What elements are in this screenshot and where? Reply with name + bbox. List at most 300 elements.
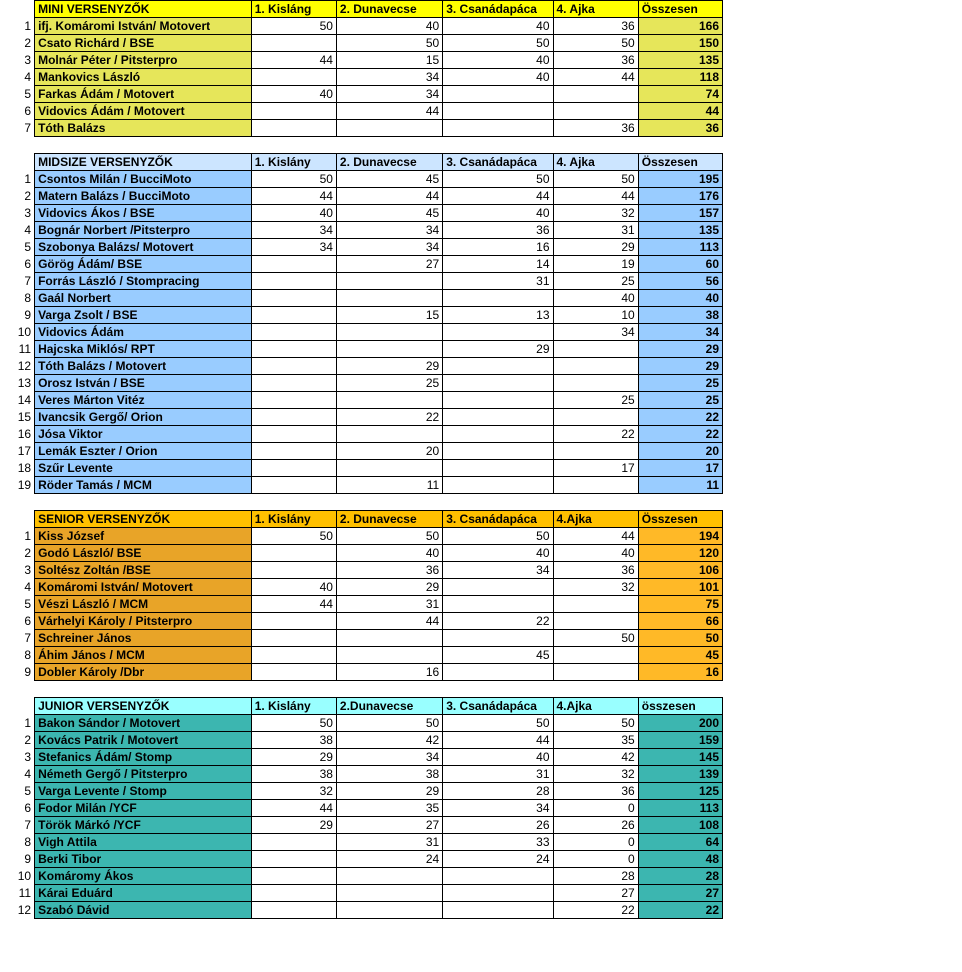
points-cell[interactable] xyxy=(443,579,553,596)
points-cell[interactable]: 40 xyxy=(553,545,638,562)
points-cell[interactable] xyxy=(251,630,336,647)
points-cell[interactable]: 50 xyxy=(443,171,553,188)
points-cell[interactable] xyxy=(336,868,442,885)
total-cell[interactable]: 29 xyxy=(638,358,722,375)
racer-name-cell[interactable]: Jósa Viktor xyxy=(35,426,252,443)
racer-name-cell[interactable]: Hajcska Miklós/ RPT xyxy=(35,341,252,358)
racer-name-cell[interactable]: Áhim János / MCM xyxy=(35,647,252,664)
points-cell[interactable]: 31 xyxy=(336,596,442,613)
racer-name-cell[interactable]: ifj. Komáromi István/ Motovert xyxy=(35,18,252,35)
points-cell[interactable] xyxy=(553,86,638,103)
points-cell[interactable]: 31 xyxy=(443,273,553,290)
total-cell[interactable]: 118 xyxy=(638,69,722,86)
points-cell[interactable] xyxy=(443,596,553,613)
points-cell[interactable] xyxy=(251,103,336,120)
total-cell[interactable]: 25 xyxy=(638,375,722,392)
racer-name-cell[interactable]: Molnár Péter / Pitsterpro xyxy=(35,52,252,69)
rank-cell[interactable]: 10 xyxy=(0,868,35,885)
total-cell[interactable]: 22 xyxy=(638,902,722,919)
points-cell[interactable]: 44 xyxy=(251,800,336,817)
total-cell[interactable]: 40 xyxy=(638,290,722,307)
points-cell[interactable] xyxy=(251,324,336,341)
total-cell[interactable]: 135 xyxy=(638,222,722,239)
points-cell[interactable]: 38 xyxy=(336,766,442,783)
points-cell[interactable] xyxy=(553,477,638,494)
total-cell[interactable]: 113 xyxy=(638,800,722,817)
total-header[interactable]: Összesen xyxy=(638,511,722,528)
points-cell[interactable]: 40 xyxy=(443,545,553,562)
points-cell[interactable]: 40 xyxy=(251,86,336,103)
points-cell[interactable]: 33 xyxy=(443,834,553,851)
points-cell[interactable]: 44 xyxy=(251,188,336,205)
points-cell[interactable]: 50 xyxy=(553,35,638,52)
points-cell[interactable]: 44 xyxy=(553,528,638,545)
points-cell[interactable] xyxy=(251,426,336,443)
total-cell[interactable]: 34 xyxy=(638,324,722,341)
points-cell[interactable] xyxy=(443,358,553,375)
points-cell[interactable]: 50 xyxy=(336,35,442,52)
points-cell[interactable] xyxy=(443,103,553,120)
rank-cell[interactable]: 19 xyxy=(0,477,35,494)
points-cell[interactable] xyxy=(336,290,442,307)
points-cell[interactable]: 29 xyxy=(336,358,442,375)
racer-name-cell[interactable]: Soltész Zoltán /BSE xyxy=(35,562,252,579)
points-cell[interactable] xyxy=(443,375,553,392)
points-cell[interactable]: 36 xyxy=(553,18,638,35)
points-cell[interactable] xyxy=(336,647,442,664)
total-cell[interactable]: 166 xyxy=(638,18,722,35)
racer-name-cell[interactable]: Németh Gergő / Pitsterpro xyxy=(35,766,252,783)
points-cell[interactable] xyxy=(553,103,638,120)
points-cell[interactable]: 45 xyxy=(336,205,442,222)
points-cell[interactable] xyxy=(336,460,442,477)
points-cell[interactable]: 34 xyxy=(336,749,442,766)
total-cell[interactable]: 125 xyxy=(638,783,722,800)
points-cell[interactable]: 27 xyxy=(553,885,638,902)
points-cell[interactable] xyxy=(251,375,336,392)
points-cell[interactable]: 50 xyxy=(553,715,638,732)
race-header[interactable]: 1. Kislány xyxy=(251,511,336,528)
points-cell[interactable]: 44 xyxy=(553,69,638,86)
total-cell[interactable]: 101 xyxy=(638,579,722,596)
points-cell[interactable]: 17 xyxy=(553,460,638,477)
points-cell[interactable] xyxy=(251,120,336,137)
points-cell[interactable] xyxy=(443,885,553,902)
rank-cell[interactable]: 5 xyxy=(0,239,35,256)
total-cell[interactable]: 120 xyxy=(638,545,722,562)
rank-cell[interactable]: 7 xyxy=(0,817,35,834)
race-header[interactable]: 3. Csanádapáca xyxy=(443,1,553,18)
points-cell[interactable]: 10 xyxy=(553,307,638,324)
rank-cell[interactable]: 5 xyxy=(0,596,35,613)
points-cell[interactable]: 40 xyxy=(443,749,553,766)
points-cell[interactable] xyxy=(251,664,336,681)
racer-name-cell[interactable]: Berki Tibor xyxy=(35,851,252,868)
points-cell[interactable]: 34 xyxy=(336,86,442,103)
total-cell[interactable]: 108 xyxy=(638,817,722,834)
rank-cell[interactable]: 15 xyxy=(0,409,35,426)
rank-cell[interactable]: 17 xyxy=(0,443,35,460)
points-cell[interactable]: 34 xyxy=(251,222,336,239)
racer-name-cell[interactable]: Farkas Ádám / Motovert xyxy=(35,86,252,103)
points-cell[interactable]: 44 xyxy=(553,188,638,205)
total-cell[interactable]: 75 xyxy=(638,596,722,613)
rank-cell[interactable]: 3 xyxy=(0,205,35,222)
total-cell[interactable]: 44 xyxy=(638,103,722,120)
rank-header-cell[interactable] xyxy=(0,511,35,528)
points-cell[interactable]: 25 xyxy=(336,375,442,392)
points-cell[interactable] xyxy=(553,375,638,392)
race-header[interactable]: 3. Csanádapáca xyxy=(443,511,553,528)
points-cell[interactable]: 29 xyxy=(336,579,442,596)
points-cell[interactable] xyxy=(553,341,638,358)
racer-name-cell[interactable]: Schreiner János xyxy=(35,630,252,647)
points-cell[interactable]: 0 xyxy=(553,851,638,868)
total-cell[interactable]: 195 xyxy=(638,171,722,188)
points-cell[interactable] xyxy=(251,256,336,273)
racer-name-cell[interactable]: Vidovics Ádám / Motovert xyxy=(35,103,252,120)
racer-name-cell[interactable]: Vészi László / MCM xyxy=(35,596,252,613)
total-cell[interactable]: 48 xyxy=(638,851,722,868)
points-cell[interactable] xyxy=(336,120,442,137)
rank-cell[interactable]: 2 xyxy=(0,188,35,205)
points-cell[interactable]: 34 xyxy=(443,800,553,817)
rank-cell[interactable]: 13 xyxy=(0,375,35,392)
total-cell[interactable]: 200 xyxy=(638,715,722,732)
points-cell[interactable] xyxy=(443,290,553,307)
points-cell[interactable]: 15 xyxy=(336,307,442,324)
points-cell[interactable] xyxy=(251,647,336,664)
points-cell[interactable] xyxy=(553,409,638,426)
racer-name-cell[interactable]: Görög Ádám/ BSE xyxy=(35,256,252,273)
racer-name-cell[interactable]: Komáromi István/ Motovert xyxy=(35,579,252,596)
points-cell[interactable]: 36 xyxy=(443,222,553,239)
points-cell[interactable] xyxy=(251,868,336,885)
race-header[interactable]: 2. Dunavecse xyxy=(336,511,442,528)
racer-name-cell[interactable]: Gaál Norbert xyxy=(35,290,252,307)
racer-name-cell[interactable]: Komáromy Ákos xyxy=(35,868,252,885)
rank-cell[interactable]: 2 xyxy=(0,732,35,749)
points-cell[interactable] xyxy=(443,324,553,341)
points-cell[interactable]: 44 xyxy=(336,103,442,120)
race-header[interactable]: 1. Kislány xyxy=(251,154,336,171)
points-cell[interactable]: 40 xyxy=(336,545,442,562)
total-cell[interactable]: 28 xyxy=(638,868,722,885)
points-cell[interactable]: 45 xyxy=(336,171,442,188)
total-cell[interactable]: 16 xyxy=(638,664,722,681)
racer-name-cell[interactable]: Vidovics Ádám xyxy=(35,324,252,341)
rank-cell[interactable]: 1 xyxy=(0,528,35,545)
points-cell[interactable]: 32 xyxy=(251,783,336,800)
points-cell[interactable]: 50 xyxy=(251,528,336,545)
racer-name-cell[interactable]: Varga Levente / Stomp xyxy=(35,783,252,800)
racer-name-cell[interactable]: Csato Richárd / BSE xyxy=(35,35,252,52)
points-cell[interactable]: 36 xyxy=(336,562,442,579)
points-cell[interactable]: 40 xyxy=(553,290,638,307)
racer-name-cell[interactable]: Röder Tamás / MCM xyxy=(35,477,252,494)
points-cell[interactable]: 36 xyxy=(553,562,638,579)
points-cell[interactable] xyxy=(251,290,336,307)
points-cell[interactable]: 40 xyxy=(251,579,336,596)
points-cell[interactable] xyxy=(443,630,553,647)
points-cell[interactable]: 40 xyxy=(251,205,336,222)
points-cell[interactable]: 22 xyxy=(553,902,638,919)
total-cell[interactable]: 22 xyxy=(638,426,722,443)
rank-cell[interactable]: 5 xyxy=(0,86,35,103)
points-cell[interactable] xyxy=(553,443,638,460)
rank-cell[interactable]: 16 xyxy=(0,426,35,443)
points-cell[interactable] xyxy=(336,392,442,409)
rank-cell[interactable]: 7 xyxy=(0,120,35,137)
points-cell[interactable]: 40 xyxy=(443,205,553,222)
points-cell[interactable]: 0 xyxy=(553,800,638,817)
total-cell[interactable]: 11 xyxy=(638,477,722,494)
racer-name-cell[interactable]: Török Márkó /YCF xyxy=(35,817,252,834)
rank-cell[interactable]: 11 xyxy=(0,885,35,902)
points-cell[interactable]: 29 xyxy=(443,341,553,358)
rank-cell[interactable]: 6 xyxy=(0,103,35,120)
racer-name-cell[interactable]: Lemák Eszter / Orion xyxy=(35,443,252,460)
points-cell[interactable] xyxy=(443,409,553,426)
points-cell[interactable] xyxy=(251,885,336,902)
points-cell[interactable] xyxy=(443,392,553,409)
points-cell[interactable]: 50 xyxy=(336,715,442,732)
points-cell[interactable]: 34 xyxy=(336,239,442,256)
total-cell[interactable]: 139 xyxy=(638,766,722,783)
racer-name-cell[interactable]: Kárai Eduárd xyxy=(35,885,252,902)
total-cell[interactable]: 25 xyxy=(638,392,722,409)
rank-cell[interactable]: 8 xyxy=(0,834,35,851)
points-cell[interactable] xyxy=(251,69,336,86)
total-cell[interactable]: 74 xyxy=(638,86,722,103)
total-cell[interactable]: 20 xyxy=(638,443,722,460)
points-cell[interactable]: 44 xyxy=(443,732,553,749)
points-cell[interactable]: 44 xyxy=(251,52,336,69)
points-cell[interactable] xyxy=(553,596,638,613)
race-header[interactable]: 4.Ajka xyxy=(553,511,638,528)
total-cell[interactable]: 176 xyxy=(638,188,722,205)
points-cell[interactable] xyxy=(443,664,553,681)
points-cell[interactable]: 11 xyxy=(336,477,442,494)
section-title[interactable]: MIDSIZE VERSENYZŐK xyxy=(35,154,252,171)
points-cell[interactable]: 19 xyxy=(553,256,638,273)
points-cell[interactable] xyxy=(251,562,336,579)
points-cell[interactable] xyxy=(443,426,553,443)
points-cell[interactable] xyxy=(443,902,553,919)
points-cell[interactable]: 34 xyxy=(336,222,442,239)
points-cell[interactable] xyxy=(336,902,442,919)
race-header[interactable]: 4. Ajka xyxy=(553,154,638,171)
points-cell[interactable]: 14 xyxy=(443,256,553,273)
rank-cell[interactable]: 14 xyxy=(0,392,35,409)
points-cell[interactable]: 36 xyxy=(553,120,638,137)
rank-cell[interactable]: 4 xyxy=(0,222,35,239)
total-cell[interactable]: 56 xyxy=(638,273,722,290)
points-cell[interactable]: 38 xyxy=(251,732,336,749)
total-header[interactable]: Összesen xyxy=(638,154,722,171)
rank-cell[interactable]: 9 xyxy=(0,307,35,324)
points-cell[interactable]: 29 xyxy=(251,817,336,834)
racer-name-cell[interactable]: Várhelyi Károly / Pitsterpro xyxy=(35,613,252,630)
total-cell[interactable]: 66 xyxy=(638,613,722,630)
race-header[interactable]: 2. Dunavecse xyxy=(336,154,442,171)
rank-cell[interactable]: 4 xyxy=(0,69,35,86)
points-cell[interactable]: 40 xyxy=(443,18,553,35)
racer-name-cell[interactable]: Kovács Patrik / Motovert xyxy=(35,732,252,749)
rank-cell[interactable]: 10 xyxy=(0,324,35,341)
points-cell[interactable]: 40 xyxy=(336,18,442,35)
points-cell[interactable] xyxy=(553,664,638,681)
rank-cell[interactable]: 3 xyxy=(0,52,35,69)
racer-name-cell[interactable]: Csontos Milán / BucciMoto xyxy=(35,171,252,188)
racer-name-cell[interactable]: Szabó Dávid xyxy=(35,902,252,919)
points-cell[interactable]: 50 xyxy=(251,715,336,732)
points-cell[interactable]: 50 xyxy=(553,630,638,647)
points-cell[interactable]: 20 xyxy=(336,443,442,460)
rank-header-cell[interactable] xyxy=(0,698,35,715)
points-cell[interactable] xyxy=(251,834,336,851)
points-cell[interactable]: 40 xyxy=(443,69,553,86)
racer-name-cell[interactable]: Stefanics Ádám/ Stomp xyxy=(35,749,252,766)
points-cell[interactable] xyxy=(251,443,336,460)
points-cell[interactable] xyxy=(553,358,638,375)
points-cell[interactable]: 26 xyxy=(443,817,553,834)
total-cell[interactable]: 106 xyxy=(638,562,722,579)
total-cell[interactable]: 159 xyxy=(638,732,722,749)
rank-cell[interactable]: 1 xyxy=(0,18,35,35)
points-cell[interactable]: 50 xyxy=(336,528,442,545)
points-cell[interactable]: 29 xyxy=(553,239,638,256)
total-cell[interactable]: 145 xyxy=(638,749,722,766)
racer-name-cell[interactable]: Forrás László / Stompracing xyxy=(35,273,252,290)
points-cell[interactable]: 29 xyxy=(336,783,442,800)
points-cell[interactable] xyxy=(251,460,336,477)
points-cell[interactable] xyxy=(336,426,442,443)
points-cell[interactable]: 13 xyxy=(443,307,553,324)
points-cell[interactable]: 31 xyxy=(553,222,638,239)
race-header[interactable]: 2.Dunavecse xyxy=(336,698,442,715)
points-cell[interactable]: 50 xyxy=(553,171,638,188)
rank-cell[interactable]: 9 xyxy=(0,851,35,868)
rank-cell[interactable]: 2 xyxy=(0,545,35,562)
points-cell[interactable]: 25 xyxy=(553,273,638,290)
total-cell[interactable]: 27 xyxy=(638,885,722,902)
points-cell[interactable]: 15 xyxy=(336,52,442,69)
rank-cell[interactable]: 6 xyxy=(0,256,35,273)
points-cell[interactable]: 44 xyxy=(251,596,336,613)
points-cell[interactable]: 42 xyxy=(553,749,638,766)
racer-name-cell[interactable]: Bognár Norbert /Pitsterpro xyxy=(35,222,252,239)
points-cell[interactable]: 31 xyxy=(443,766,553,783)
race-header[interactable]: 1. Kislány xyxy=(251,698,336,715)
rank-cell[interactable]: 4 xyxy=(0,579,35,596)
points-cell[interactable]: 34 xyxy=(251,239,336,256)
points-cell[interactable] xyxy=(553,613,638,630)
rank-cell[interactable]: 11 xyxy=(0,341,35,358)
points-cell[interactable]: 35 xyxy=(336,800,442,817)
points-cell[interactable]: 34 xyxy=(553,324,638,341)
points-cell[interactable]: 36 xyxy=(553,52,638,69)
points-cell[interactable] xyxy=(336,630,442,647)
points-cell[interactable]: 28 xyxy=(443,783,553,800)
rank-cell[interactable]: 18 xyxy=(0,460,35,477)
points-cell[interactable] xyxy=(251,613,336,630)
points-cell[interactable]: 24 xyxy=(336,851,442,868)
total-cell[interactable]: 60 xyxy=(638,256,722,273)
points-cell[interactable] xyxy=(443,460,553,477)
racer-name-cell[interactable]: Szűr Levente xyxy=(35,460,252,477)
points-cell[interactable]: 35 xyxy=(553,732,638,749)
rank-cell[interactable]: 4 xyxy=(0,766,35,783)
points-cell[interactable]: 40 xyxy=(443,52,553,69)
rank-cell[interactable]: 9 xyxy=(0,664,35,681)
rank-cell[interactable]: 1 xyxy=(0,715,35,732)
points-cell[interactable]: 50 xyxy=(251,171,336,188)
points-cell[interactable] xyxy=(443,443,553,460)
racer-name-cell[interactable]: Matern Balázs / BucciMoto xyxy=(35,188,252,205)
points-cell[interactable]: 31 xyxy=(336,834,442,851)
racer-name-cell[interactable]: Varga Zsolt / BSE xyxy=(35,307,252,324)
points-cell[interactable]: 0 xyxy=(553,834,638,851)
section-title[interactable]: MINI VERSENYZŐK xyxy=(35,1,252,18)
points-cell[interactable] xyxy=(251,341,336,358)
total-cell[interactable]: 17 xyxy=(638,460,722,477)
total-cell[interactable]: 22 xyxy=(638,409,722,426)
racer-name-cell[interactable]: Szobonya Balázs/ Motovert xyxy=(35,239,252,256)
points-cell[interactable] xyxy=(251,477,336,494)
points-cell[interactable]: 22 xyxy=(336,409,442,426)
points-cell[interactable]: 29 xyxy=(251,749,336,766)
points-cell[interactable]: 50 xyxy=(443,715,553,732)
points-cell[interactable]: 32 xyxy=(553,205,638,222)
points-cell[interactable] xyxy=(443,86,553,103)
rank-cell[interactable]: 3 xyxy=(0,562,35,579)
race-header[interactable]: 4. Ajka xyxy=(553,1,638,18)
racer-name-cell[interactable]: Ivancsik Gergő/ Orion xyxy=(35,409,252,426)
race-header[interactable]: 1. Kisláng xyxy=(251,1,336,18)
points-cell[interactable]: 44 xyxy=(336,188,442,205)
points-cell[interactable] xyxy=(251,902,336,919)
points-cell[interactable]: 22 xyxy=(553,426,638,443)
racer-name-cell[interactable]: Dobler Károly /Dbr xyxy=(35,664,252,681)
points-cell[interactable] xyxy=(336,885,442,902)
rank-cell[interactable]: 8 xyxy=(0,647,35,664)
racer-name-cell[interactable]: Kiss József xyxy=(35,528,252,545)
racer-name-cell[interactable]: Orosz István / BSE xyxy=(35,375,252,392)
total-cell[interactable]: 135 xyxy=(638,52,722,69)
points-cell[interactable] xyxy=(336,324,442,341)
rank-cell[interactable]: 12 xyxy=(0,358,35,375)
points-cell[interactable] xyxy=(251,851,336,868)
racer-name-cell[interactable]: Fodor Milán /YCF xyxy=(35,800,252,817)
total-header[interactable]: összesen xyxy=(638,698,722,715)
rank-cell[interactable]: 12 xyxy=(0,902,35,919)
total-cell[interactable]: 194 xyxy=(638,528,722,545)
rank-cell[interactable]: 3 xyxy=(0,749,35,766)
points-cell[interactable] xyxy=(553,647,638,664)
points-cell[interactable]: 16 xyxy=(443,239,553,256)
points-cell[interactable] xyxy=(336,273,442,290)
racer-name-cell[interactable]: Tóth Balázs / Motovert xyxy=(35,358,252,375)
total-cell[interactable]: 29 xyxy=(638,341,722,358)
points-cell[interactable]: 24 xyxy=(443,851,553,868)
points-cell[interactable] xyxy=(251,409,336,426)
points-cell[interactable]: 50 xyxy=(443,528,553,545)
points-cell[interactable]: 42 xyxy=(336,732,442,749)
points-cell[interactable]: 44 xyxy=(443,188,553,205)
points-cell[interactable] xyxy=(336,341,442,358)
points-cell[interactable]: 50 xyxy=(251,18,336,35)
